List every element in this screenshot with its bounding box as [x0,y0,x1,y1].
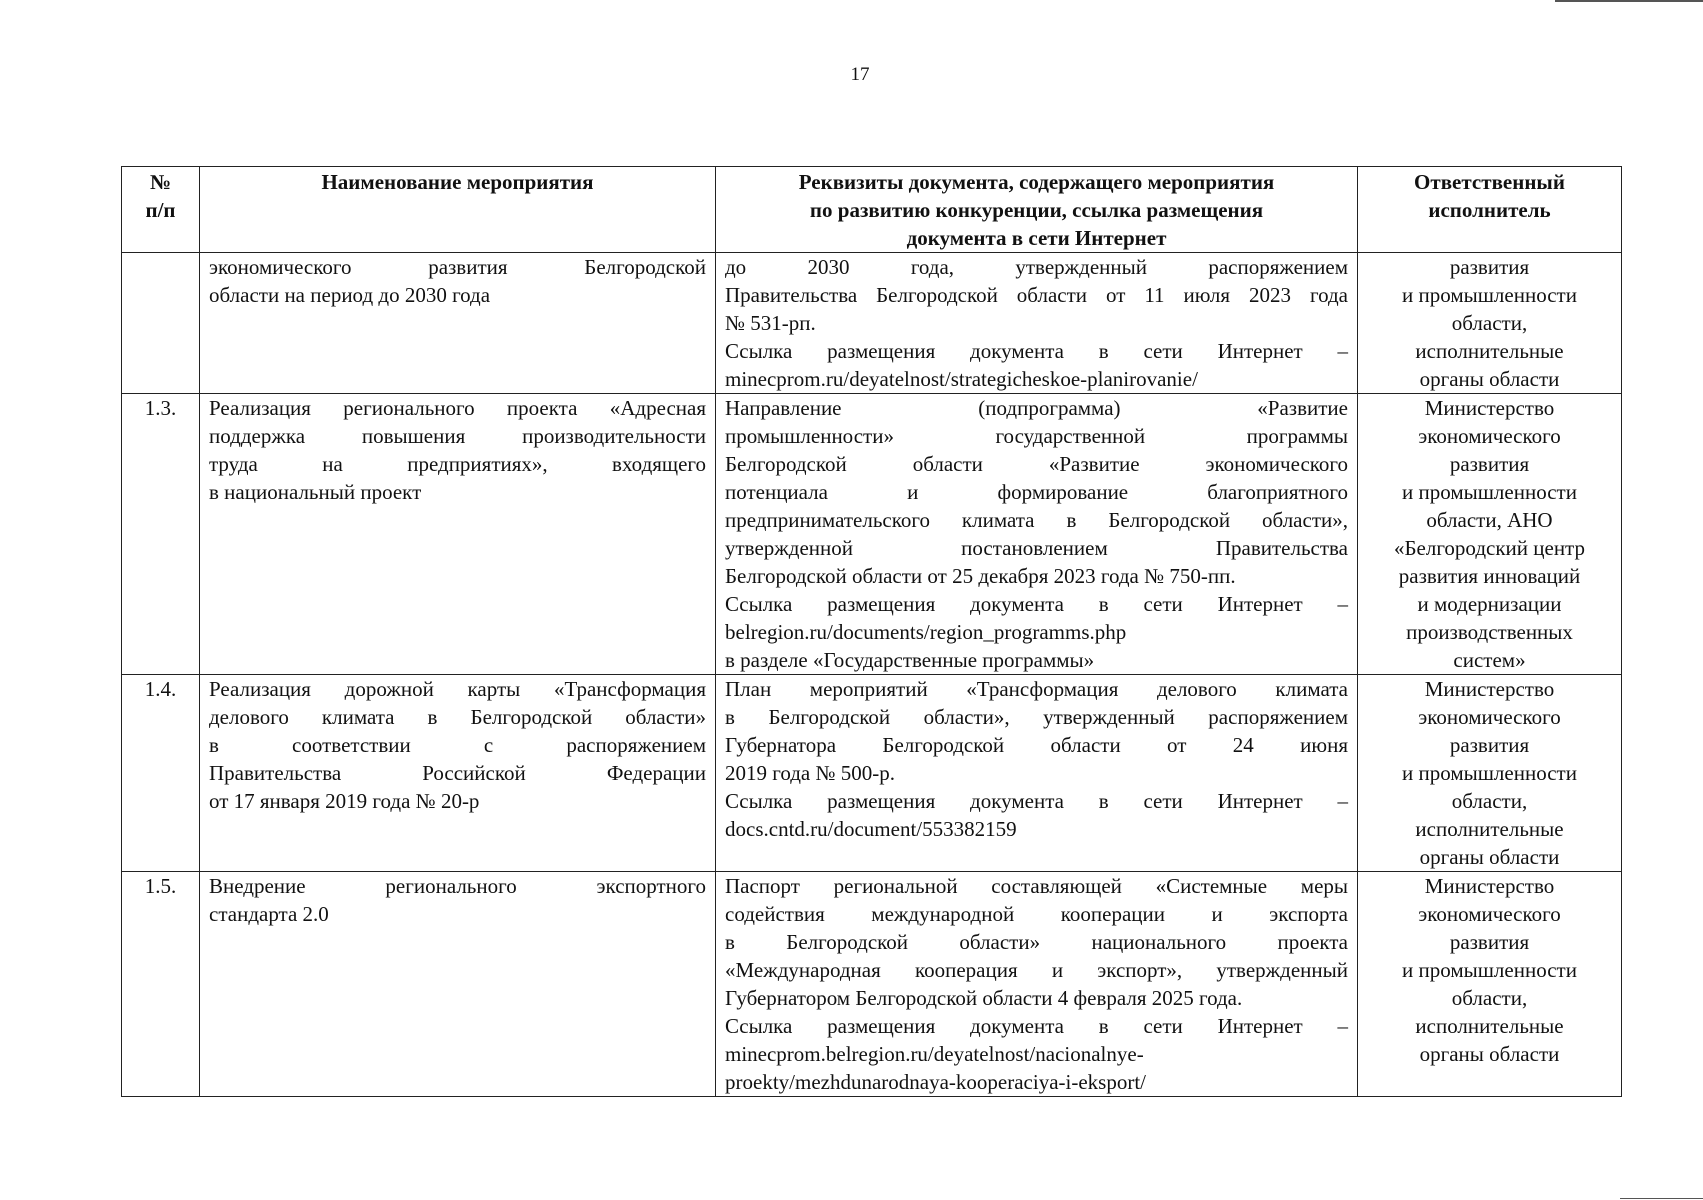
text-line: Ссылка размещения документа в сети Интернет – [725,789,1348,813]
text-line: Белгородской области от 25 декабря 2023 года № 750-пп. [725,564,1236,588]
document-cell [716,253,1358,394]
text-line: Реализация регионального проекта «Адресная [209,396,706,420]
document-link: docs.cntd.ru/document/553382159 [725,817,1017,841]
text-line: Губернатора Белгородской области от 24 июня [725,733,1348,757]
row-number: 1.3. [122,394,200,675]
document-link: minecprom.ru/deyatelnost/strategicheskoe-planirovanie/ [725,367,1198,391]
text-line: экономического [1418,705,1561,729]
text-line: в соответствии с распоряжением [209,733,706,757]
document-link: belregion.ru/documents/region_programms.php [725,620,1127,644]
text-line: и промышленности [1402,761,1577,785]
header-line: № [149,170,172,194]
text-line: Министерство [1424,396,1555,420]
responsible-cell [1358,675,1622,872]
table-row [122,253,1622,394]
text-line: области, [1451,986,1528,1010]
text-line: области, АНО [1426,508,1553,532]
text-line: Ссылка размещения документа в сети Интернет – [725,1014,1348,1038]
text-line: Направление (подпрограмма) «Развитие [725,396,1348,420]
text-line: области на период до 2030 года [209,283,491,307]
text-line: предпринимательского климата в Белгородской области», [725,508,1348,532]
text-line: Паспорт региональной составляющей «Системные меры [725,874,1348,898]
text-line: Белгородской области «Развитие экономического [725,452,1348,476]
text-line: исполнительные [1415,1014,1564,1038]
table-row [122,872,1622,1097]
text-line: содействия международной кооперации и экспорта [725,902,1348,926]
events-table [121,166,1622,1097]
header-line: п/п [145,198,176,222]
header-line: документа в сети Интернет [906,226,1167,250]
text-line: Реализация дорожной карты «Трансформация [209,677,706,701]
text-line: развития [1449,733,1530,757]
header-event-name [200,167,716,253]
text-line: области, [1451,789,1528,813]
text-line: и промышленности [1402,958,1577,982]
text-line: и модернизации [1417,592,1562,616]
text-line: органы области [1419,845,1560,869]
text-line: 2019 года № 500-р. [725,761,896,785]
row-number: 1.5. [122,872,200,1097]
text-line: Ссылка размещения документа в сети Интернет – [725,339,1348,363]
document-link: minecprom.belregion.ru/deyatelnost/nacionalnye- [725,1042,1144,1066]
text-line: поддержка повышения производительности [209,424,706,448]
table-row [122,675,1622,872]
text-line: в национальный проект [209,480,422,504]
text-line: «Белгородский центр [1393,536,1585,560]
table-header-row [122,167,1622,253]
event-name-cell [200,872,716,1097]
text-line: развития [1449,255,1530,279]
text-line: Министерство [1424,677,1555,701]
header-line: Наименование мероприятия [321,170,594,194]
header-line: по развитию конкуренции, ссылка размещения [809,198,1264,222]
text-line: экономического развития Белгородской [209,255,706,279]
text-line: органы области [1419,367,1560,391]
text-line: стандарта 2.0 [209,902,329,926]
text-line: систем» [1453,648,1526,672]
text-line: органы области [1419,1042,1560,1066]
text-line: до 2030 года, утвержденный распоряжением [725,255,1348,279]
text-line: промышленности» государственной программы [725,424,1348,448]
header-responsible [1358,167,1622,253]
text-line: в Белгородской области» национального проекта [725,930,1348,954]
document-cell [716,394,1358,675]
document-cell [716,872,1358,1097]
text-line: в Белгородской области», утвержденный распоряжением [725,705,1348,729]
event-name-cell [200,394,716,675]
table-row [122,394,1622,675]
text-line: развития инноваций [1398,564,1581,588]
row-number [122,253,200,394]
header-document-details [716,167,1358,253]
text-line: Правительства Белгородской области от 11 июля 2023 года [725,283,1348,307]
responsible-cell [1358,253,1622,394]
text-line: утвержденной постановлением Правительства [725,536,1348,560]
text-line: производственных [1406,620,1573,644]
text-line: исполнительные [1415,817,1564,841]
text-line: экономического [1418,424,1561,448]
header-number [122,167,200,253]
scan-edge-mark [1620,1198,1703,1199]
document-link: proekty/mezhdunarodnaya-kooperaciya-i-eksport/ [725,1070,1146,1094]
document-cell [716,675,1358,872]
text-line: потенциала и формирование благоприятного [725,480,1348,504]
event-name-cell [200,675,716,872]
event-name-cell [200,253,716,394]
header-line: исполнитель [1428,198,1551,222]
text-line: труда на предприятиях», входящего [209,452,706,476]
row-number: 1.4. [122,675,200,872]
text-line: Ссылка размещения документа в сети Интернет – [725,592,1348,616]
text-line: и промышленности [1402,480,1577,504]
text-line: от 17 января 2019 года № 20-р [209,789,480,813]
header-line: Реквизиты документа, содержащего мероприятия [798,170,1275,194]
text-line: и промышленности [1402,283,1577,307]
text-line: в разделе «Государственные программы» [725,648,1095,672]
text-line: экономического [1418,902,1561,926]
text-line: делового климата в Белгородской области» [209,705,706,729]
text-line: «Международная кооперация и экспорт», утвержденный [725,958,1348,982]
scan-edge-mark [1555,0,1703,2]
text-line: развития [1449,930,1530,954]
text-line: План мероприятий «Трансформация делового климата [725,677,1348,701]
header-line: Ответственный [1414,170,1565,194]
text-line: Губернатором Белгородской области 4 февраля 2025 года. [725,986,1243,1010]
text-line: области, [1451,311,1528,335]
page-number: 17 [850,64,870,85]
text-line: исполнительные [1415,339,1564,363]
text-line: развития [1449,452,1530,476]
text-line: Внедрение регионального экспортного [209,874,706,898]
text-line: Правительства Российской Федерации [209,761,706,785]
responsible-cell [1358,872,1622,1097]
text-line: Министерство [1424,874,1555,898]
responsible-cell [1358,394,1622,675]
text-line: № 531-рп. [725,311,816,335]
